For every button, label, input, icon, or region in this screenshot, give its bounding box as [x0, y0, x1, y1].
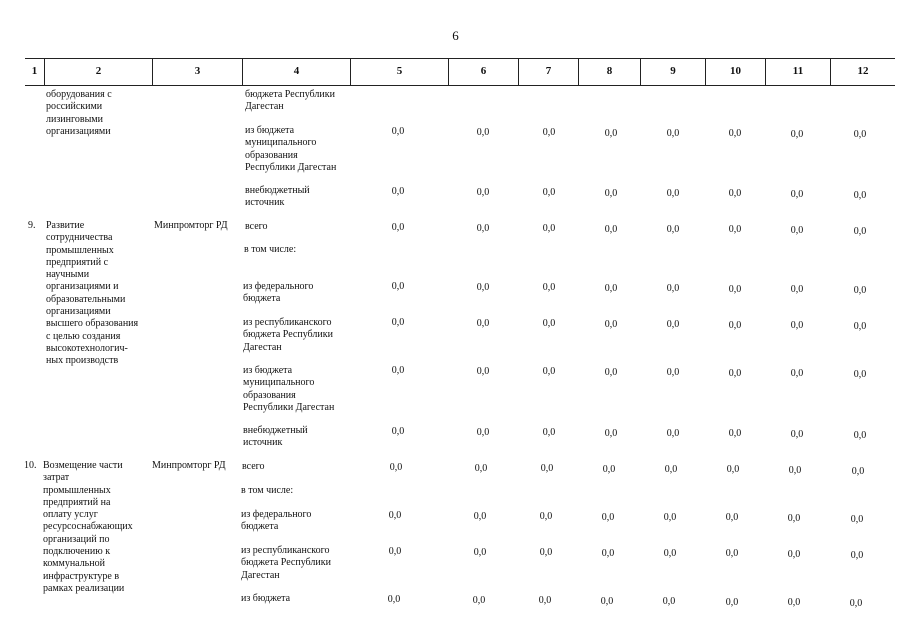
- funding-source: из республиканского бюджета Республики Дагестан: [241, 545, 331, 581]
- value-cell: 0,0: [602, 464, 616, 475]
- value-cell: 0,0: [391, 317, 405, 328]
- funding-source: из бюджета муниципального образования Республики Дагестан: [245, 125, 337, 173]
- value-cell: 0,0: [601, 512, 615, 523]
- value-cell: 0,0: [604, 319, 618, 330]
- value-cell: 0,0: [787, 597, 801, 608]
- value-cell: 0,0: [391, 281, 405, 292]
- value-cell: 0,0: [391, 365, 405, 376]
- value-cell: 0,0: [539, 547, 553, 558]
- value-cell: 0,0: [787, 513, 801, 524]
- value-cell: 0,0: [387, 594, 401, 605]
- value-cell: 0,0: [850, 550, 864, 561]
- value-cell: 0,0: [662, 596, 676, 607]
- value-cell: 0,0: [728, 224, 742, 235]
- measure-number: 9.: [28, 220, 36, 231]
- value-cell: 0,0: [476, 427, 490, 438]
- value-cell: 0,0: [851, 466, 865, 477]
- value-cell: 0,0: [790, 429, 804, 440]
- funding-source: бюджета Республики Дагестан: [245, 89, 335, 113]
- header-col-4: 4: [242, 59, 350, 85]
- value-cell: 0,0: [790, 189, 804, 200]
- header-col-11: 11: [765, 59, 830, 85]
- value-cell: 0,0: [850, 514, 864, 525]
- value-cell: 0,0: [728, 368, 742, 379]
- header-col-7: 7: [518, 59, 578, 85]
- value-cell: 0,0: [391, 126, 405, 137]
- value-cell: 0,0: [663, 512, 677, 523]
- value-cell: 0,0: [604, 428, 618, 439]
- value-cell: 0,0: [391, 222, 405, 233]
- value-cell: 0,0: [542, 282, 556, 293]
- table-header: [25, 58, 895, 86]
- value-cell: 0,0: [666, 128, 680, 139]
- value-cell: 0,0: [539, 511, 553, 522]
- header-col-1: 1: [31, 65, 38, 77]
- value-cell: 0,0: [787, 549, 801, 560]
- executor: Минпромторг РД: [152, 460, 226, 471]
- value-cell: 0,0: [790, 320, 804, 331]
- funding-source: в том числе:: [241, 485, 294, 496]
- value-cell: 0,0: [788, 465, 802, 476]
- value-cell: 0,0: [474, 463, 488, 474]
- funding-source: всего: [245, 221, 268, 232]
- value-cell: 0,0: [853, 321, 867, 332]
- value-cell: 0,0: [728, 284, 742, 295]
- header-col-2: 2: [44, 59, 152, 85]
- value-cell: 0,0: [542, 318, 556, 329]
- value-cell: 0,0: [790, 129, 804, 140]
- value-cell: 0,0: [472, 595, 486, 606]
- header-col-8: 8: [578, 59, 640, 85]
- value-cell: 0,0: [666, 428, 680, 439]
- value-cell: 0,0: [725, 512, 739, 523]
- value-cell: 0,0: [604, 188, 618, 199]
- header-col-10: 10: [705, 59, 765, 85]
- value-cell: 0,0: [666, 283, 680, 294]
- header-col-6: 6: [448, 59, 518, 85]
- value-cell: 0,0: [604, 224, 618, 235]
- value-cell: 0,0: [542, 223, 556, 234]
- value-cell: 0,0: [391, 186, 405, 197]
- value-cell: 0,0: [600, 596, 614, 607]
- value-cell: 0,0: [853, 190, 867, 201]
- value-cell: 0,0: [666, 367, 680, 378]
- value-cell: 0,0: [473, 547, 487, 558]
- measure-name: Возмещение части затрат промышленных предприятий на оплату услуг ресурсоснабжающих организаций по подключению к коммунальной инфраструктуре в рамках реализации: [43, 460, 133, 594]
- value-cell: 0,0: [604, 128, 618, 139]
- value-cell: 0,0: [728, 320, 742, 331]
- value-cell: 0,0: [542, 187, 556, 198]
- page-number: 6: [452, 28, 459, 43]
- value-cell: 0,0: [601, 548, 615, 559]
- value-cell: 0,0: [853, 285, 867, 296]
- value-cell: 0,0: [666, 319, 680, 330]
- value-cell: 0,0: [538, 595, 552, 606]
- value-cell: 0,0: [853, 226, 867, 237]
- value-cell: 0,0: [728, 128, 742, 139]
- measure-name: оборудования с российскими лизинговыми организациями: [46, 89, 112, 137]
- value-cell: 0,0: [476, 366, 490, 377]
- value-cell: 0,0: [389, 462, 403, 473]
- value-cell: 0,0: [725, 597, 739, 608]
- value-cell: 0,0: [725, 548, 739, 559]
- value-cell: 0,0: [542, 366, 556, 377]
- value-cell: 0,0: [853, 430, 867, 441]
- measure-name: Развитие сотрудничества промышленных предприятий с научными организациями и образовательными организациями высшего образования с целью создания высокотехнологич- ных производств: [46, 220, 139, 367]
- value-cell: 0,0: [476, 187, 490, 198]
- value-cell: 0,0: [664, 464, 678, 475]
- funding-source: внебюджетный источник: [243, 425, 308, 449]
- value-cell: 0,0: [542, 427, 556, 438]
- funding-source: из федерального бюджета: [243, 281, 314, 305]
- value-cell: 0,0: [476, 318, 490, 329]
- value-cell: 0,0: [853, 369, 867, 380]
- value-cell: 0,0: [728, 188, 742, 199]
- executor: Минпромторг РД: [154, 220, 228, 231]
- value-cell: 0,0: [790, 225, 804, 236]
- funding-source: в том числе:: [244, 244, 297, 255]
- value-cell: 0,0: [542, 127, 556, 138]
- value-cell: 0,0: [849, 598, 863, 609]
- value-cell: 0,0: [790, 368, 804, 379]
- value-cell: 0,0: [473, 511, 487, 522]
- funding-source: всего: [242, 461, 265, 472]
- funding-source: из республиканского бюджета Республики Дагестан: [243, 317, 333, 353]
- value-cell: 0,0: [604, 367, 618, 378]
- value-cell: 0,0: [790, 284, 804, 295]
- header-col-5: 5: [350, 59, 448, 85]
- value-cell: 0,0: [391, 426, 405, 437]
- value-cell: 0,0: [728, 428, 742, 439]
- header-col-3: 3: [152, 59, 242, 85]
- funding-source: из бюджета: [241, 593, 291, 604]
- measure-number: 10.: [24, 460, 37, 471]
- value-cell: 0,0: [388, 546, 402, 557]
- value-cell: 0,0: [476, 223, 490, 234]
- value-cell: 0,0: [388, 510, 402, 521]
- funding-source: из бюджета муниципального образования Республики Дагестан: [243, 365, 335, 413]
- funding-source: внебюджетный источник: [245, 185, 310, 209]
- value-cell: 0,0: [476, 127, 490, 138]
- value-cell: 0,0: [476, 282, 490, 293]
- value-cell: 0,0: [666, 188, 680, 199]
- value-cell: 0,0: [663, 548, 677, 559]
- value-cell: 0,0: [853, 129, 867, 140]
- value-cell: 0,0: [666, 224, 680, 235]
- value-cell: 0,0: [726, 464, 740, 475]
- funding-source: из федерального бюджета: [241, 509, 312, 533]
- header-col-12: 12: [830, 59, 895, 85]
- header-col-9: 9: [640, 59, 705, 85]
- value-cell: 0,0: [604, 283, 618, 294]
- value-cell: 0,0: [540, 463, 554, 474]
